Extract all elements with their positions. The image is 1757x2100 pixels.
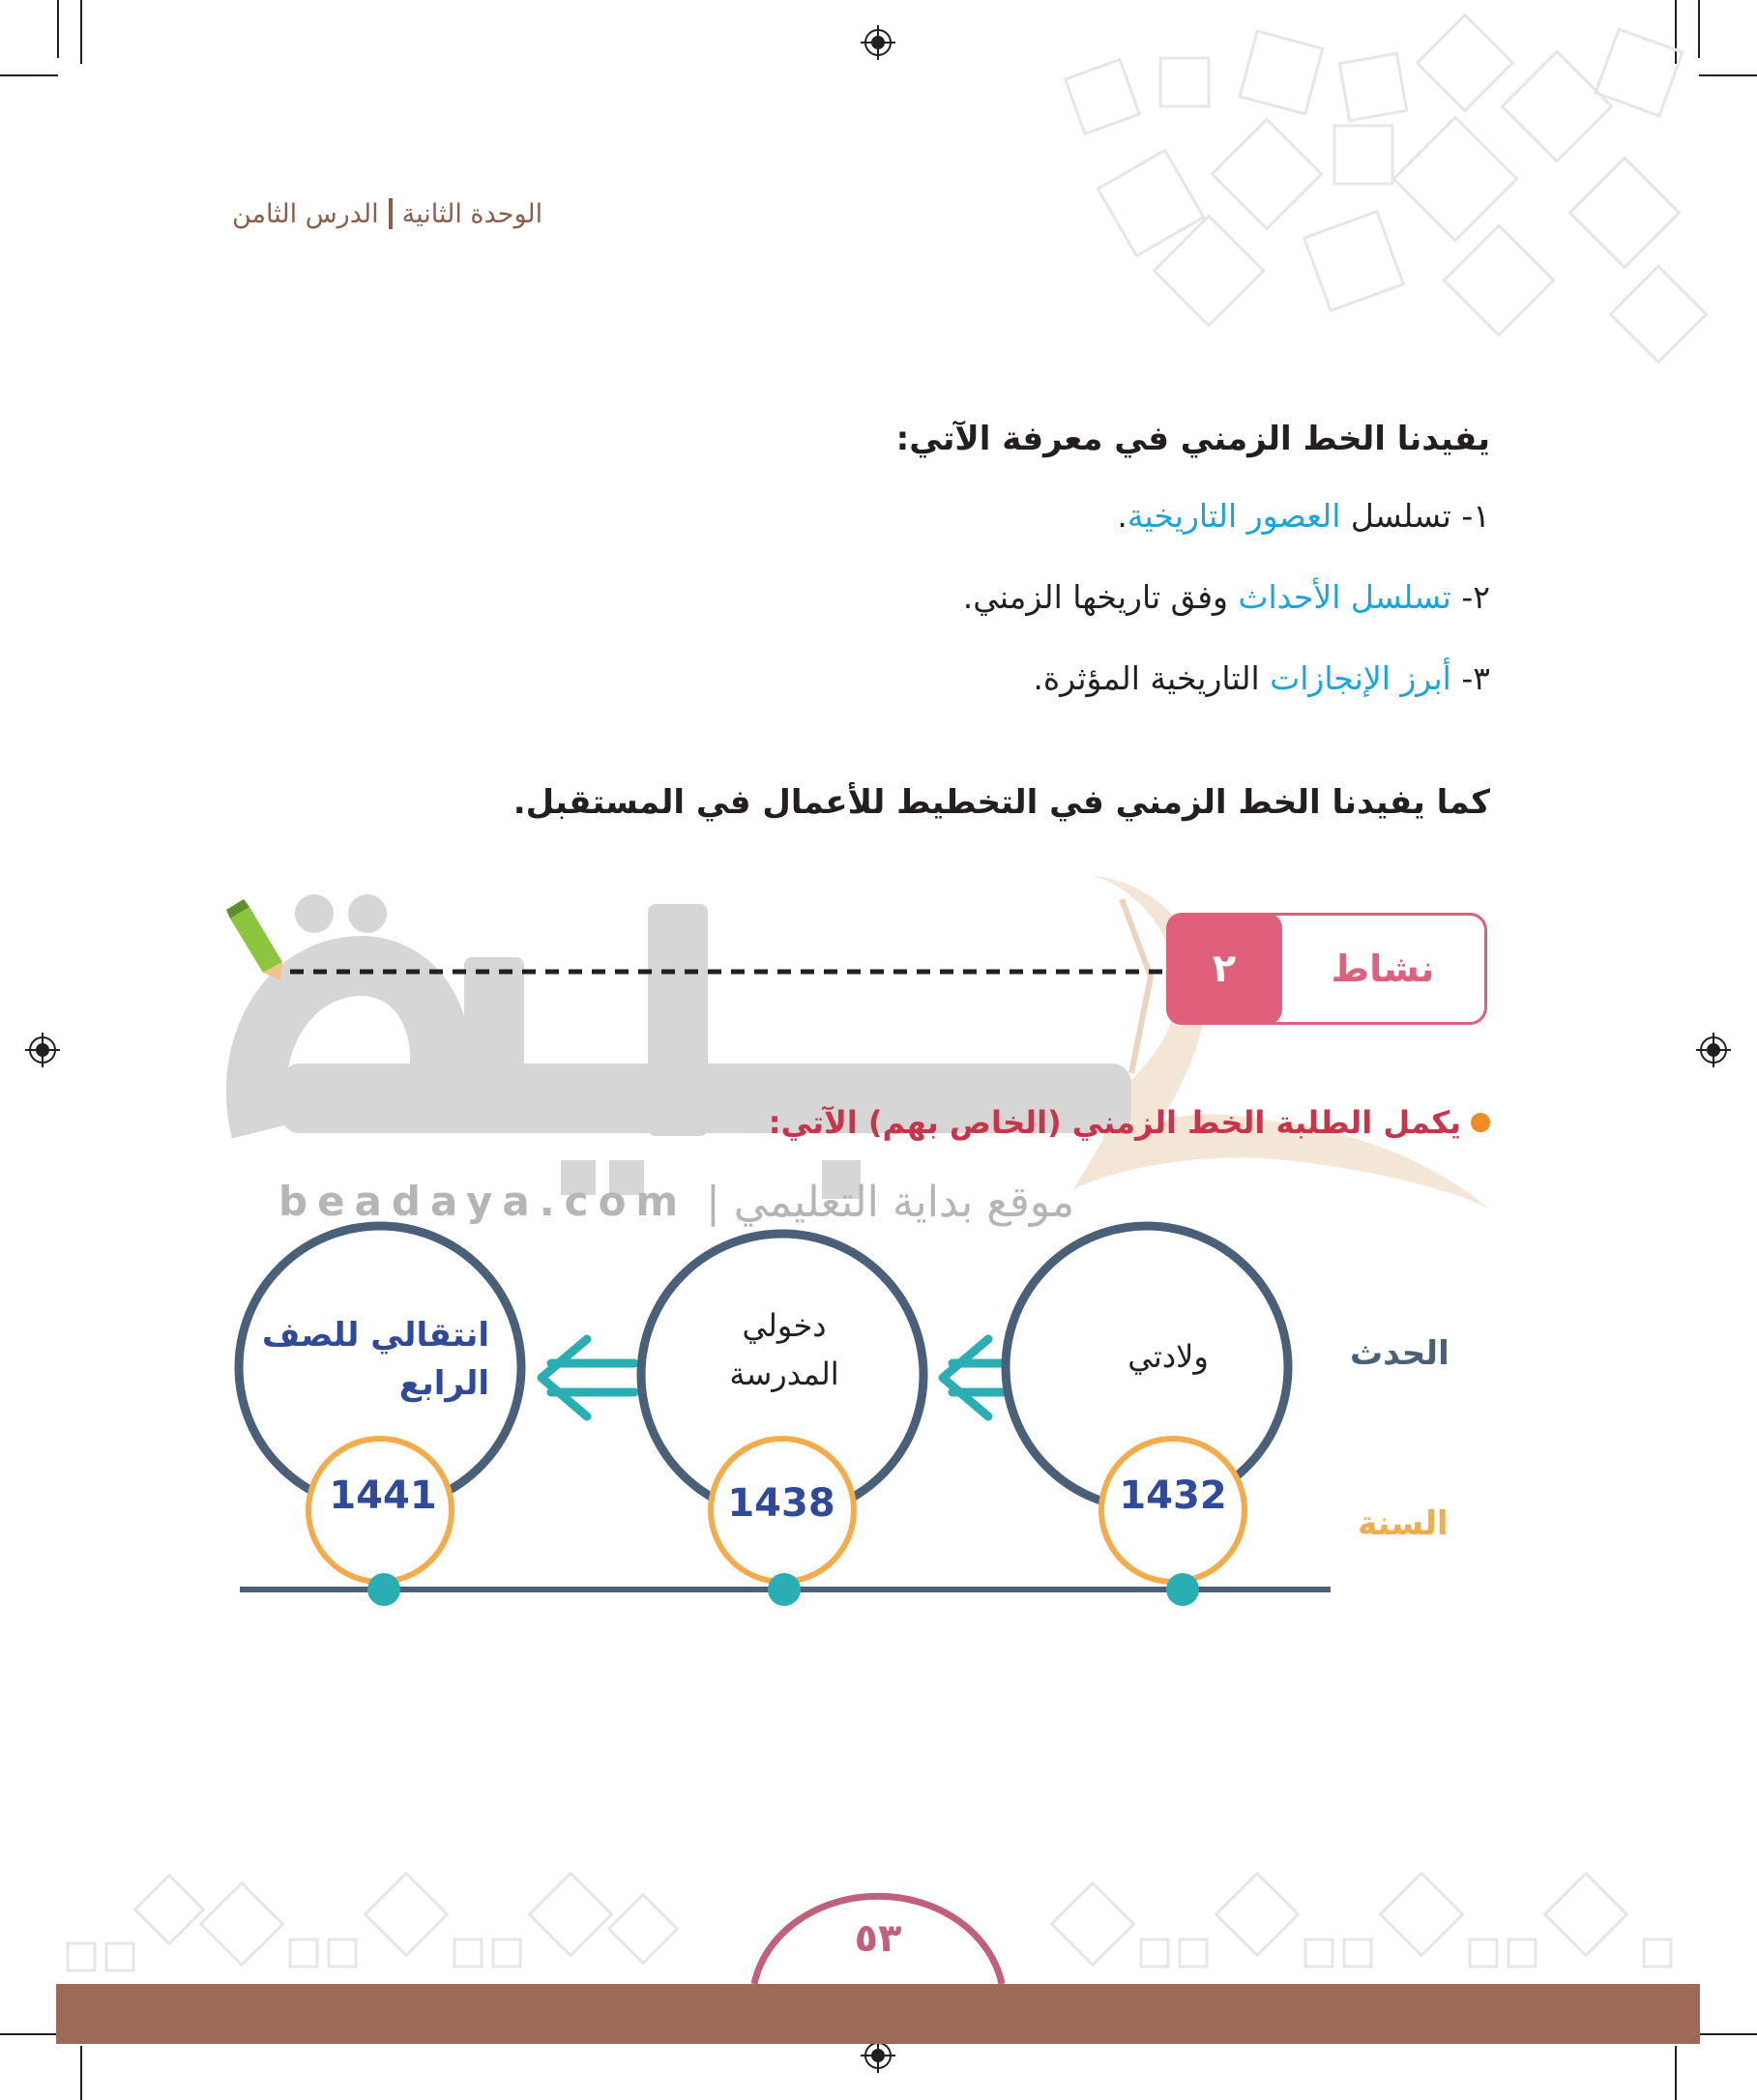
timeline-dot	[367, 1573, 400, 1606]
activity-instruction	[769, 1104, 1490, 1141]
activity-label: نشاط	[1331, 948, 1435, 990]
timeline-year-2: 1438	[727, 1481, 835, 1526]
event-text-line: انتقالي للصف	[261, 1316, 489, 1355]
watermark-url: beadaya.com	[278, 1178, 688, 1225]
intro-heading: يفيدنا الخط الزمني في معرفة الآتي:	[895, 420, 1490, 458]
instruction-text: يكمل الطلبة الخط الزمني (الخاص بهم) الآتي:	[768, 1104, 1461, 1141]
list-text-plain: وفق تاريخها الزمني.	[962, 578, 1239, 616]
bullet-icon	[1471, 1113, 1490, 1132]
header-separator	[389, 198, 393, 229]
watermark-arabic: موقع بداية التعليمي |	[706, 1178, 1075, 1227]
timeline-dot	[1166, 1573, 1199, 1606]
page-header	[232, 190, 600, 238]
footer-band	[56, 1984, 1700, 2044]
timeline-year-3: 1441	[329, 1473, 437, 1518]
closing-statement: كما يفيدنا الخط الزمني في التخطيط للأعمال في المستقبل.	[512, 783, 1490, 822]
timeline-dot	[768, 1573, 801, 1606]
page-number: ٥٣	[854, 1916, 902, 1961]
timeline-event-1	[1047, 1332, 1289, 1381]
event-row-label: الحدث	[1350, 1334, 1450, 1373]
event-text-line: الرابع	[398, 1364, 489, 1403]
event-text: ولادتي	[1127, 1338, 1209, 1375]
list-number: ٣-	[1461, 659, 1490, 697]
list-text-plain: التاريخية المؤثرة.	[1033, 659, 1271, 697]
list-text-highlight: أبرز الإنجازات	[1270, 659, 1451, 697]
timeline-event-3	[248, 1311, 489, 1408]
list-text-plain: تسلسل	[1340, 497, 1451, 535]
year-row-label: السنة	[1358, 1504, 1449, 1543]
list-text-highlight: تسلسل الأحداث	[1238, 578, 1451, 616]
list-item	[963, 578, 1490, 616]
geometric-pattern-top	[1066, 15, 1707, 363]
timeline-year-1: 1432	[1119, 1473, 1227, 1518]
header-unit: الوحدة الثانية	[401, 198, 543, 229]
header-lesson: الدرس الثامن	[232, 198, 379, 229]
pencil-icon	[226, 899, 282, 980]
list-text-highlight: العصور التاريخية	[1127, 497, 1341, 535]
activity-number: ٢	[1166, 913, 1282, 1025]
list-number: ١-	[1461, 497, 1490, 535]
list-text-plain: .	[1117, 497, 1127, 535]
event-text-line: دخولي	[742, 1307, 827, 1344]
timeline-circles	[239, 1226, 1288, 1606]
arrow-left-icon	[542, 1339, 634, 1416]
event-text-line: المدرسة	[729, 1356, 839, 1392]
timeline-event-2	[663, 1301, 905, 1398]
list-item	[1033, 659, 1490, 697]
list-number: ٢-	[1461, 578, 1490, 616]
list-item	[1117, 497, 1490, 535]
